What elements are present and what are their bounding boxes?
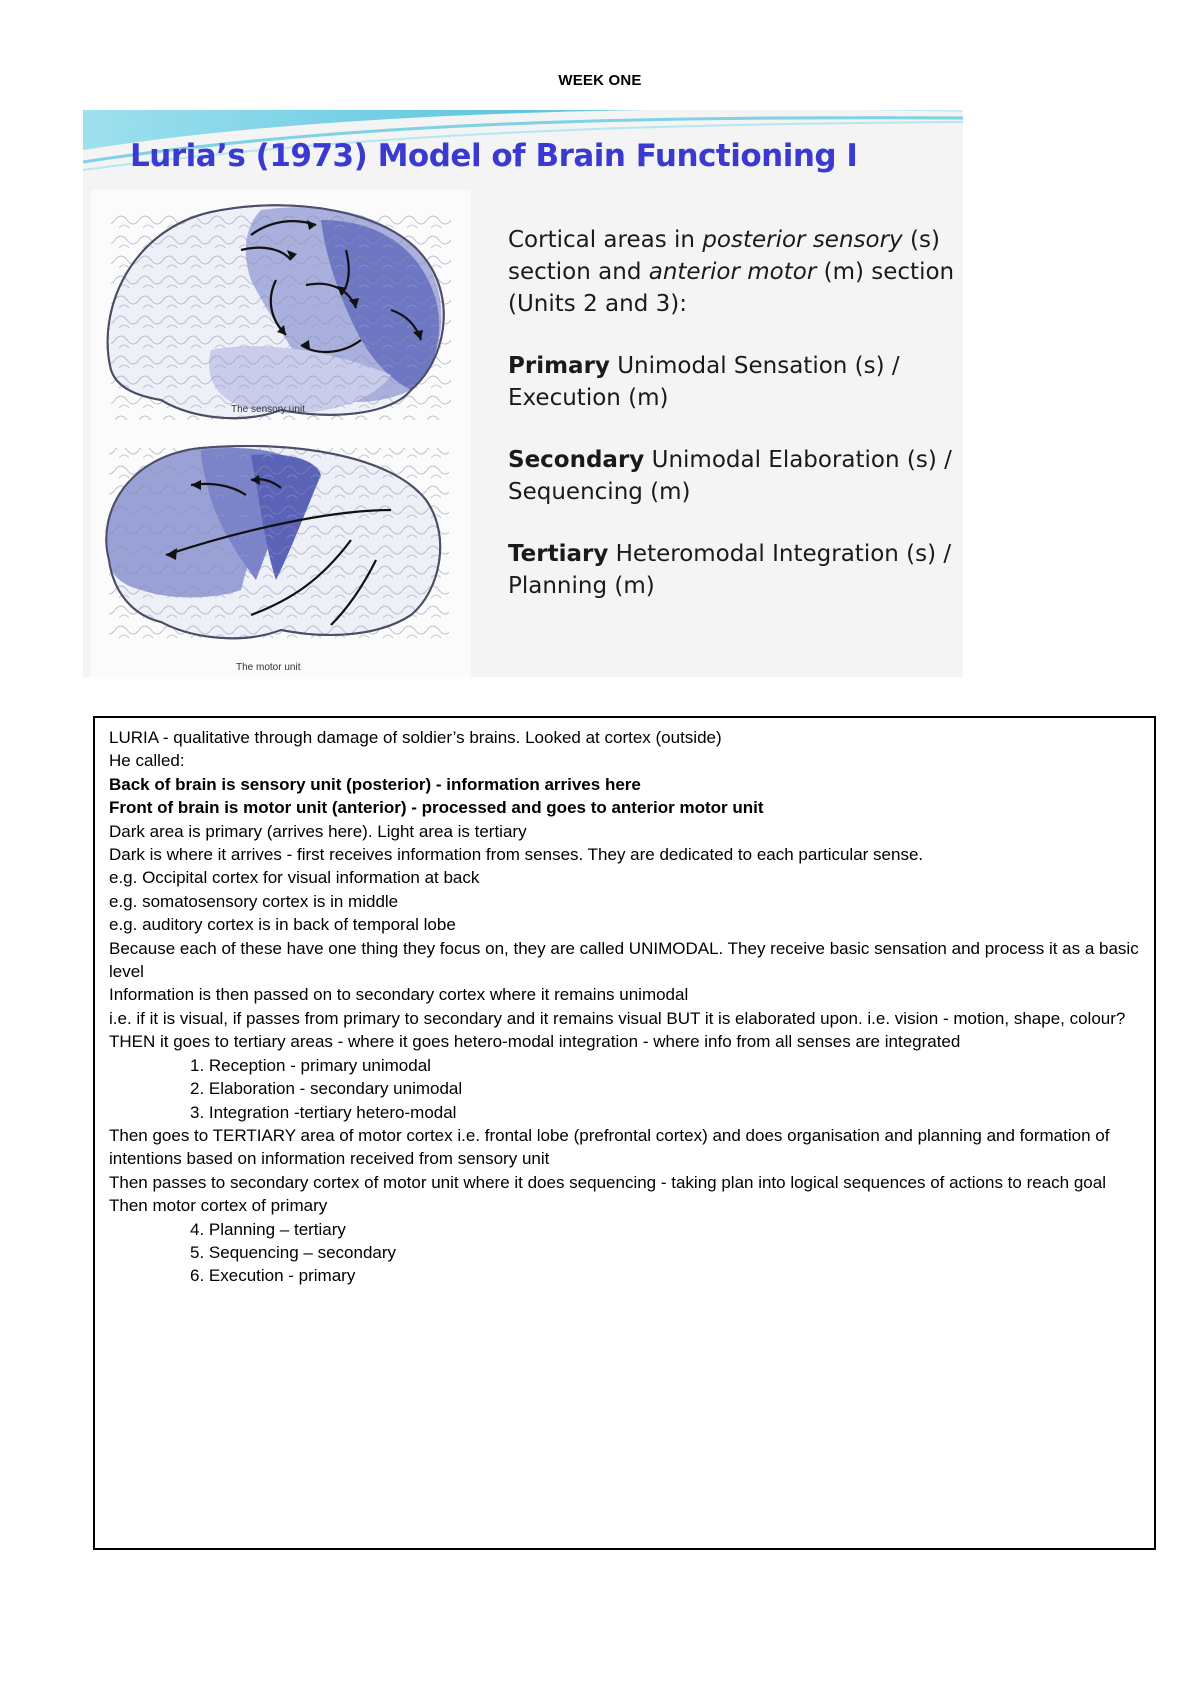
page-header: WEEK ONE [558,72,642,89]
sensory-brain-illustration [108,205,451,420]
numbered-step: 6. Execution - primary [190,1266,356,1286]
note-line: Then passes to secondary cortex of motor unit where it does sequencing - taking plan into logical sequences of actions to reach goal [109,1172,1106,1192]
tertiary-definition: Tertiary Heteromodal Integration (s) / Planning (m) [508,541,952,599]
note-line: e.g. Occipital cortex for visual information at back [109,868,480,888]
notes-box [93,716,1156,1550]
slide-title: Luria’s (1973) Model of Brain Functioning I [130,138,858,174]
sensory-unit-caption: The sensory unit [231,404,305,415]
note-line: e.g. auditory cortex is in back of temporal lobe [109,915,456,935]
numbered-step: 1. Reception - primary unimodal [190,1055,431,1075]
numbered-step: 3. Integration -tertiary hetero-modal [190,1102,457,1122]
note-line: Then goes to TERTIARY area of motor cortex i.e. frontal lobe (prefrontal cortex) and does organisation and planning and formation of intentions based on information received from sensory unit [109,1125,1110,1169]
brain-diagrams [91,190,471,677]
secondary-definition: Secondary Unimodal Elaboration (s) / Sequencing (m) [508,447,952,505]
note-line: Information is then passed on to secondary cortex where it remains unimodal [109,985,689,1005]
note-line: LURIA - qualitative through damage of soldier’s brains. Looked at cortex (outside) [109,728,722,747]
slide-image [83,110,963,677]
motor-unit-caption: The motor unit [236,662,301,673]
note-line-bold: Front of brain is motor unit (anterior) - processed and goes to anterior motor unit [109,798,764,818]
numbered-step: 4. Planning – tertiary [190,1219,346,1239]
note-line: Dark area is primary (arrives here). Light area is tertiary [109,821,527,841]
note-line: i.e. if it is visual, if passes from primary to secondary and it remains visual BUT it is elaborated upon. i.e. vision - motion, shape, colour? [109,1008,1126,1028]
primary-definition: Primary Unimodal Sensation (s) / Execution (m) [508,353,900,411]
note-line: Dark is where it arrives - first receives information from senses. They are dedicated to each particular sense. [109,845,924,865]
note-line: He called: [109,751,185,771]
cortical-areas-intro: Cortical areas in posterior sensory (s) section and anterior motor (m) section (Units 2 and 3): [508,227,955,317]
note-line: THEN it goes to tertiary areas - where it goes hetero-modal integration - where info from all senses are integrated [109,1032,961,1052]
slide-text [508,224,958,632]
note-line-bold: Back of brain is sensory unit (posterior) - information arrives here [109,774,641,794]
note-line: e.g. somatosensory cortex is in middle [109,891,399,911]
note-line: Then motor cortex of primary [109,1196,328,1216]
numbered-step: 2. Elaboration - secondary unimodal [190,1079,463,1099]
motor-brain-illustration [106,446,449,643]
note-line: Because each of these have one thing they focus on, they are called UNIMODAL. They receive basic sensation and process it as a basic level [109,938,1139,982]
numbered-step: 5. Sequencing – secondary [190,1242,397,1262]
